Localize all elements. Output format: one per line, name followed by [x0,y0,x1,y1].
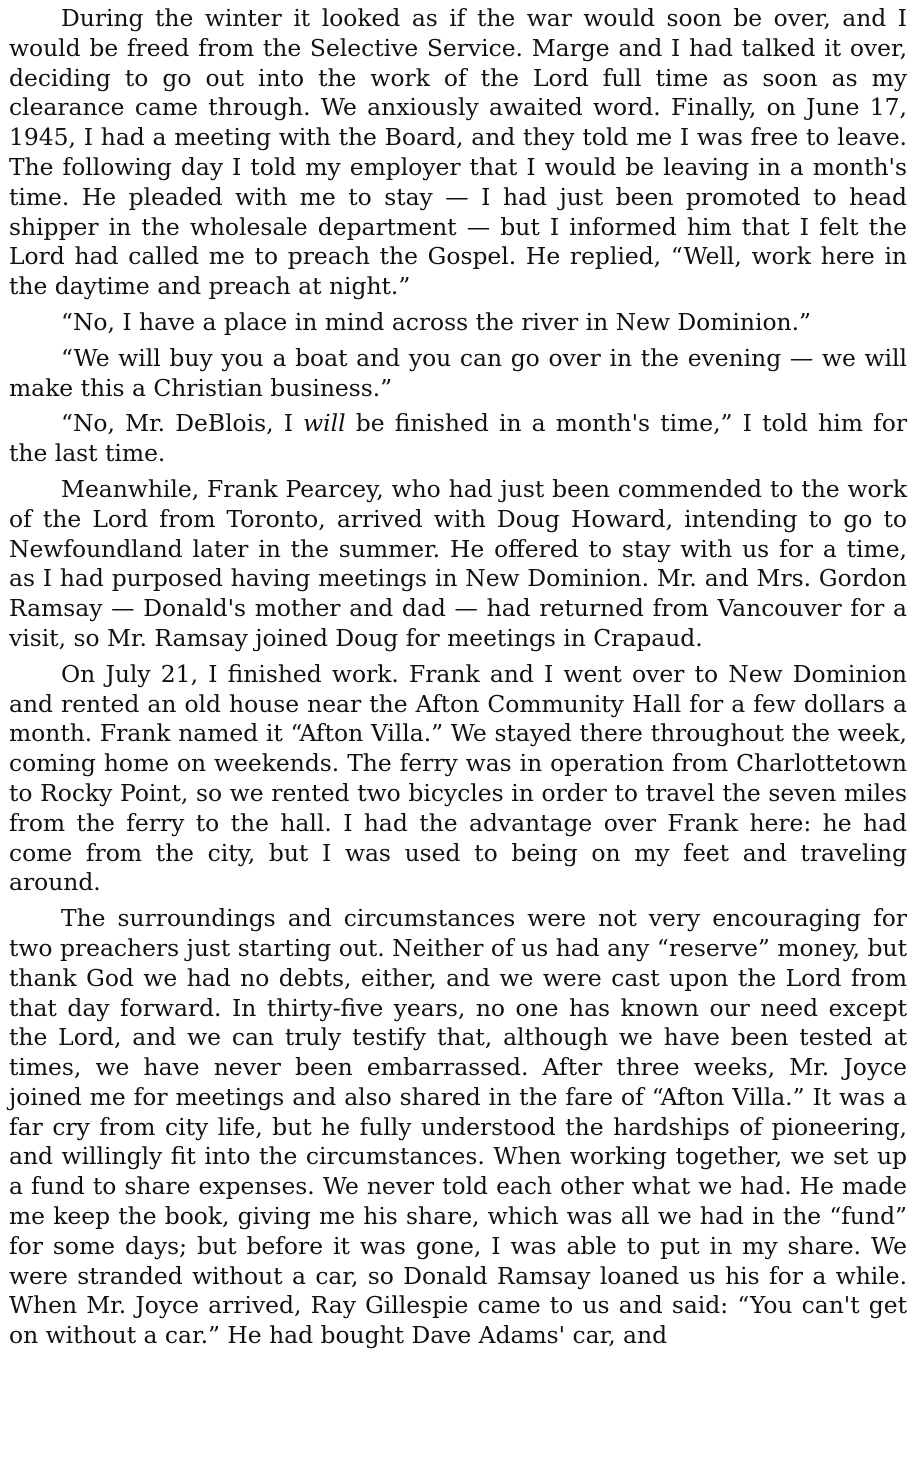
paragraph-text: “No, Mr. DeBlois, I [61,409,304,438]
paragraph [9,660,907,898]
paragraph-text: During the winter it looked as if the war would soon be over, and I would be freed from the Selective Service. Marge and I had talked it over, deciding to go out into the work of the Lord full time as soon as my clearance came through. We anxiously awaited word. Finally, on June 17, 1945, I had a meeting with the Board, and they told me I was free to leave. The following day I told my employer that I would be leaving in a month's time. He pleaded with me to stay — I had just been promoted to head shipper in the wholesale department — but I informed him that I felt the Lord had called me to preach the Gospel. He replied, “Well, work here in the daytime and preach at night.” [9,4,907,301]
paragraph-text: On July 21, I finished work. Frank and I went over to New Dominion and rented an old house near the Afton Community Hall for a few dollars a month. Frank named it “Afton Villa.” We stayed there throughout the week, coming home on weekends. The ferry was in operation from Charlottetown to Rocky Point, so we rented two bicycles in order to travel the seven miles from the ferry to the hall. I had the advantage over Frank here: he had come from the city, but I was used to being on my feet and traveling around. [9,659,907,897]
paragraph [9,344,907,404]
paragraph-text: be finished in a month's time,” I told him for the last time. [9,409,907,468]
paragraph [9,475,907,654]
paragraph [9,409,907,469]
paragraph [9,4,907,302]
paragraph-text: “No, I have a place in mind across the river in New Dominion.” [61,307,811,336]
paragraph-text: The surroundings and circumstances were not very encouraging for two preachers just starting out. Neither of us had any “reserve” money, but thank God we had no debts, either, and we were cast upon the Lord from that day forward. In thirty-five years, no one has known our need except the Lord, and we can truly testify that, although we have been tested at times, we have never been embarrassed. After three weeks, Mr. Joyce joined me for meetings and also shared in the fare of “Afton Villa.” It was a far cry from city life, but he fully understood the hardships of pioneering, and willingly fit into the circumstances. When working together, we set up a fund to share expenses. We never told each other what we had. He made me keep the book, giving me his share, which was all we had in the “fund” for some days; but before it was gone, I was able to put in my share. We were stranded without a car, so Donald Ramsay loaned us his for a while. When Mr. Joyce arrived, Ray Gillespie came to us and said: “You can't get on without a car.” He had bought Dave Adams' car, and [9,904,907,1350]
paragraph-text: Meanwhile, Frank Pearcey, who had just been commended to the work of the Lord from Toronto, arrived with Doug Howard, intending to go to Newfoundland later in the summer. He offered to stay with us for a time, as I had purposed having meetings in New Dominion. Mr. and Mrs. Gordon Ramsay — Donald's mother and dad — had returned from Vancouver for a visit, so Mr. Ramsay joined Doug for meetings in Crapaud. [9,474,907,652]
paragraph [9,308,907,338]
book-page [9,4,907,1351]
paragraph-text: “We will buy you a boat and you can go over in the evening — we will make this a Christian business.” [9,343,907,402]
emphasized-word: will [303,409,346,438]
paragraph [9,904,907,1351]
